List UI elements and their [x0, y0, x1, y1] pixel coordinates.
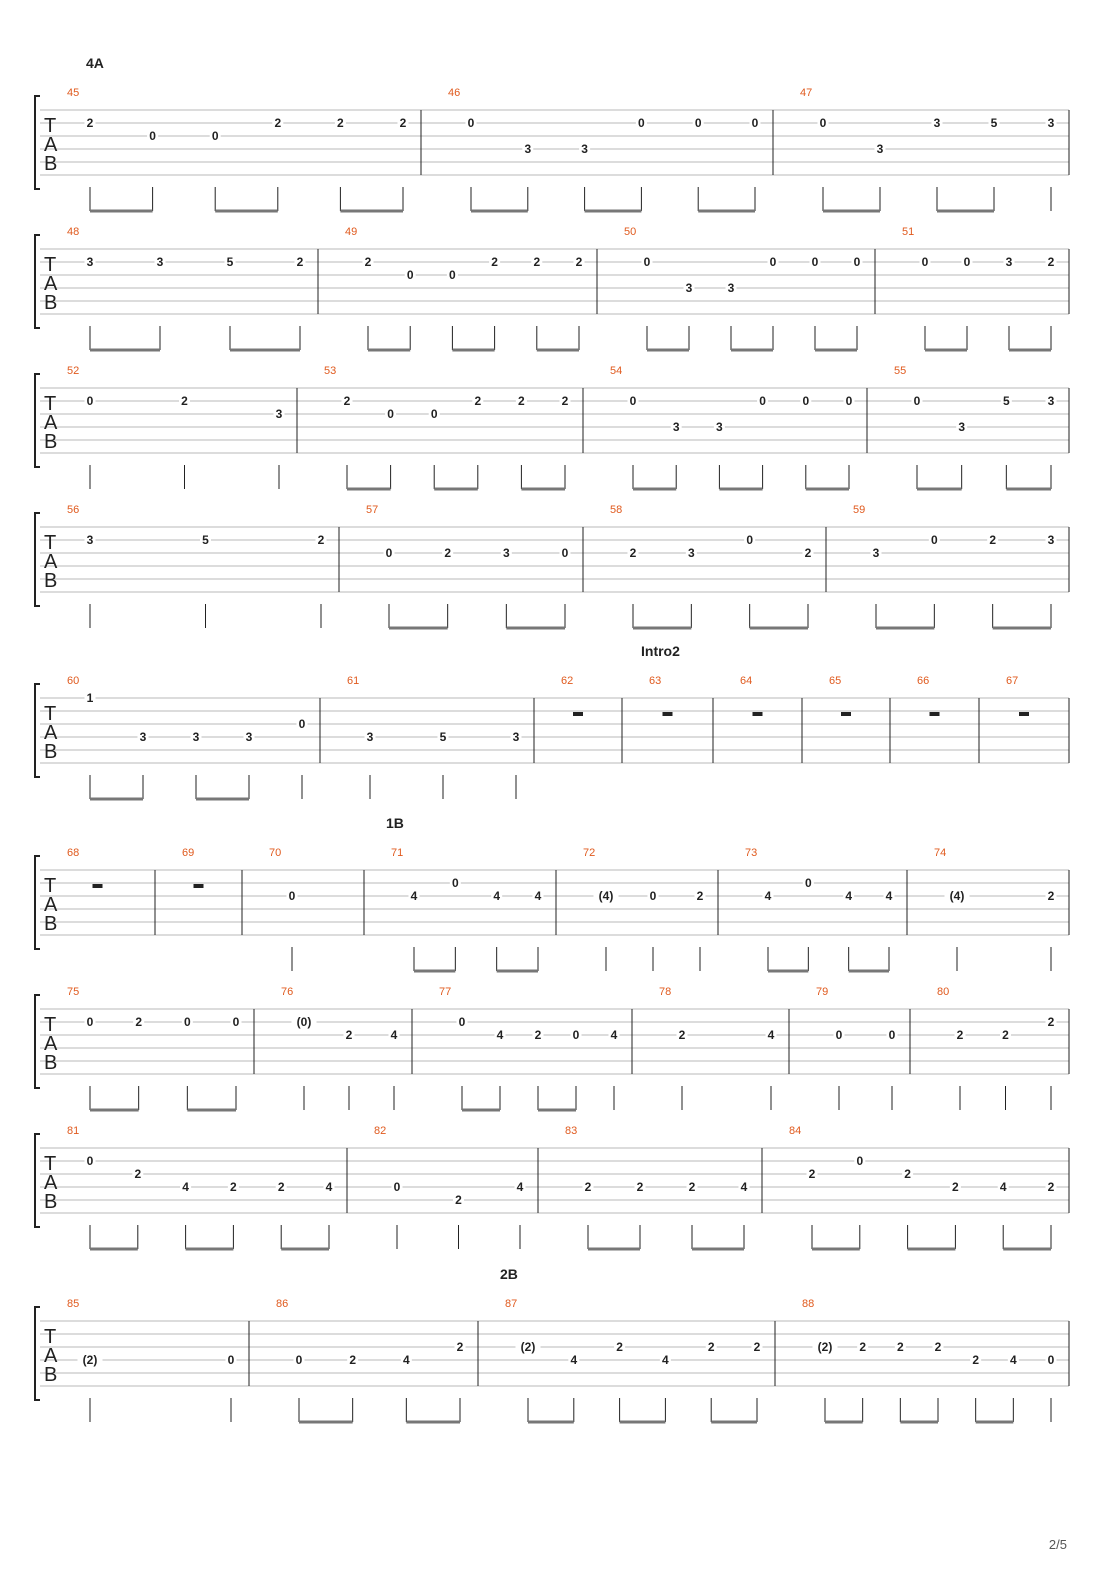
- fret-number: 3: [727, 281, 735, 295]
- measure-number: 61: [347, 675, 360, 687]
- fret-number: 2: [1047, 255, 1055, 269]
- fret-number: 2: [534, 1028, 542, 1042]
- fret-number: 5: [990, 116, 998, 130]
- tab-clef-letter: B: [44, 1052, 58, 1074]
- fret-number: 4: [534, 889, 542, 903]
- fret-number: 0: [853, 255, 861, 269]
- measure-number: 47: [800, 87, 813, 99]
- measure-number: 46: [448, 87, 461, 99]
- measure-number: 49: [345, 226, 358, 238]
- fret-number: 2: [804, 546, 812, 560]
- tab-system: [35, 643, 1069, 799]
- tab-system: [35, 365, 1069, 489]
- measure-number: 45: [67, 87, 80, 99]
- fret-number: 0: [451, 876, 459, 890]
- system-bracket: [35, 513, 40, 606]
- measure-number: 75: [67, 986, 80, 998]
- fret-number: 0: [86, 1015, 94, 1029]
- fret-number: 0: [643, 255, 651, 269]
- fret-number: 2: [678, 1028, 686, 1042]
- fret-number: 2: [317, 533, 325, 547]
- fret-number: 0: [856, 1154, 864, 1168]
- measure-number: 79: [816, 986, 829, 998]
- section-label: 1B: [386, 815, 404, 831]
- fret-number: (2): [520, 1340, 536, 1354]
- fret-number: 0: [1047, 1353, 1055, 1367]
- tab-clef-letter: A: [44, 1345, 58, 1367]
- measure-number: 63: [649, 675, 662, 687]
- tab-clef-letter: T: [44, 532, 57, 554]
- fret-number: 2: [134, 1167, 142, 1181]
- measure-number: 56: [67, 504, 80, 516]
- system-bracket: [35, 374, 40, 467]
- fret-number: 2: [349, 1353, 357, 1367]
- fret-number: 3: [958, 420, 966, 434]
- measure-number: 77: [439, 986, 452, 998]
- fret-number: 3: [524, 142, 532, 156]
- fret-number: 3: [86, 255, 94, 269]
- fret-number: 0: [387, 407, 394, 421]
- measure-number: 85: [67, 1298, 80, 1310]
- tab-clef-letter: A: [44, 551, 58, 573]
- fret-number: 2: [636, 1180, 644, 1194]
- fret-number: 2: [561, 394, 569, 408]
- fret-number: 2: [337, 116, 344, 130]
- fret-number: (4): [598, 889, 614, 903]
- fret-number: 2: [1047, 889, 1055, 903]
- fret-number: 4: [325, 1180, 333, 1194]
- fret-number: 0: [561, 546, 569, 560]
- measure-number: 81: [67, 1125, 80, 1137]
- fret-number: 2: [896, 1340, 904, 1354]
- fret-number: 0: [467, 116, 475, 130]
- fret-number: 0: [430, 407, 438, 421]
- fret-number: 2: [989, 533, 997, 547]
- fret-number: 3: [366, 730, 374, 744]
- fret-number: 0: [149, 129, 156, 143]
- tab-clef-letter: T: [44, 254, 57, 276]
- fret-number: 3: [581, 142, 588, 156]
- measure-number: 50: [624, 226, 637, 238]
- fret-number: 0: [211, 129, 219, 143]
- measure-number: 62: [561, 675, 574, 687]
- fret-number: 0: [751, 116, 759, 130]
- tab-clef-letter: A: [44, 1172, 58, 1194]
- fret-number: 3: [275, 407, 283, 421]
- fret-number: 0: [930, 533, 938, 547]
- fret-number: 3: [933, 116, 941, 130]
- system-bracket: [35, 684, 40, 777]
- fret-number: 2: [343, 394, 351, 408]
- whole-rest: [930, 712, 940, 716]
- fret-number: 0: [449, 268, 456, 282]
- fret-number: 0: [638, 116, 645, 130]
- fret-number: 2: [274, 116, 282, 130]
- fret-number: 0: [232, 1015, 240, 1029]
- fret-number: 2: [491, 255, 498, 269]
- fret-number: 4: [845, 889, 853, 903]
- fret-number: 2: [296, 255, 304, 269]
- tab-clef-letter: A: [44, 273, 58, 295]
- fret-number: 2: [455, 1193, 462, 1207]
- fret-number: 3: [512, 730, 520, 744]
- measure-number: 64: [740, 675, 753, 687]
- section-label: 4A: [86, 55, 104, 71]
- whole-rest: [573, 712, 583, 716]
- tab-clef-letter: A: [44, 134, 58, 156]
- fret-number: 4: [662, 1353, 669, 1367]
- fret-number: 5: [226, 255, 234, 269]
- measure-number: 80: [937, 986, 950, 998]
- fret-number: 4: [885, 889, 893, 903]
- fret-number: 0: [298, 717, 306, 731]
- tab-clef-letter: B: [44, 1191, 58, 1213]
- fret-number: 0: [759, 394, 766, 408]
- fret-number: 2: [972, 1353, 980, 1367]
- measure-number: 87: [505, 1298, 518, 1310]
- tab-clef-letter: T: [44, 875, 57, 897]
- fret-number: 4: [764, 889, 772, 903]
- fret-number: 0: [393, 1180, 401, 1194]
- measure-number: 60: [67, 675, 80, 687]
- fret-number: (2): [82, 1353, 98, 1367]
- whole-rest: [93, 884, 103, 888]
- measure-number: 48: [67, 226, 80, 238]
- measure-number: 67: [1006, 675, 1019, 687]
- fret-number: 3: [502, 546, 510, 560]
- fret-number: (2): [817, 1340, 833, 1354]
- measure-number: 70: [269, 847, 282, 859]
- fret-number: 2: [952, 1180, 959, 1194]
- fret-number: 2: [707, 1340, 715, 1354]
- tab-clef-letter: T: [44, 115, 57, 137]
- fret-number: 0: [227, 1353, 235, 1367]
- measure-number: 86: [276, 1298, 289, 1310]
- fret-number: 1: [86, 691, 94, 705]
- tab-clef-letter: B: [44, 570, 58, 592]
- fret-number: 2: [444, 546, 452, 560]
- measure-number: 69: [182, 847, 195, 859]
- tab-clef-letter: B: [44, 1364, 58, 1386]
- fret-number: 2: [575, 255, 583, 269]
- fret-number: 4: [410, 889, 418, 903]
- tab-system: [35, 815, 1069, 971]
- page-number: 2/5: [1048, 1537, 1067, 1552]
- fret-number: 4: [740, 1180, 748, 1194]
- fret-number: 2: [688, 1180, 696, 1194]
- whole-rest: [841, 712, 851, 716]
- fret-number: 3: [192, 730, 200, 744]
- fret-number: 3: [672, 420, 680, 434]
- fret-number: 2: [181, 394, 188, 408]
- fret-number: 0: [888, 1028, 896, 1042]
- fret-number: 3: [1005, 255, 1013, 269]
- fret-number: 2: [1047, 1180, 1055, 1194]
- measure-number: 54: [610, 365, 623, 377]
- measure-number: 88: [802, 1298, 815, 1310]
- fret-number: 0: [835, 1028, 843, 1042]
- fret-number: 2: [696, 889, 704, 903]
- tab-system: [35, 986, 1069, 1110]
- whole-rest: [663, 712, 673, 716]
- measure-number: 73: [745, 847, 758, 859]
- system-bracket: [35, 235, 40, 328]
- fret-number: 0: [819, 116, 827, 130]
- fret-number: 4: [570, 1353, 578, 1367]
- fret-number: 2: [364, 255, 372, 269]
- measure-number: 55: [894, 365, 907, 377]
- fret-number: 0: [295, 1353, 303, 1367]
- tab-system: [35, 504, 1069, 628]
- measure-number: 66: [917, 675, 930, 687]
- fret-number: 0: [913, 394, 921, 408]
- fret-number: (4): [949, 889, 965, 903]
- fret-number: 0: [921, 255, 929, 269]
- tab-clef-letter: A: [44, 894, 58, 916]
- fret-number: 2: [584, 1180, 592, 1194]
- fret-number: 2: [956, 1028, 964, 1042]
- fret-number: 0: [649, 889, 657, 903]
- fret-number: 4: [610, 1028, 618, 1042]
- fret-number: 0: [963, 255, 971, 269]
- fret-number: 0: [769, 255, 777, 269]
- fret-number: 2: [753, 1340, 761, 1354]
- fret-number: 5: [439, 730, 447, 744]
- fret-number: 2: [230, 1180, 237, 1194]
- fret-number: 4: [1009, 1353, 1017, 1367]
- fret-number: 0: [811, 255, 819, 269]
- tab-system: [35, 226, 1069, 350]
- section-label: 2B: [500, 1266, 518, 1282]
- whole-rest: [194, 884, 204, 888]
- fret-number: 4: [182, 1180, 189, 1194]
- fret-number: 0: [629, 394, 637, 408]
- tab-clef-letter: A: [44, 1033, 58, 1055]
- tab-clef-letter: A: [44, 722, 58, 744]
- system-bracket: [35, 856, 40, 949]
- whole-rest: [753, 712, 763, 716]
- fret-number: 2: [399, 116, 407, 130]
- fret-number: 3: [245, 730, 253, 744]
- tab-system: [35, 1266, 1069, 1422]
- fret-number: 0: [802, 394, 810, 408]
- fret-number: 0: [288, 889, 296, 903]
- fret-number: 3: [687, 546, 695, 560]
- fret-number: 0: [746, 533, 754, 547]
- measure-number: 53: [324, 365, 337, 377]
- measure-number: 78: [659, 986, 672, 998]
- fret-number: 0: [406, 268, 414, 282]
- fret-number: 0: [86, 1154, 94, 1168]
- fret-number: 4: [999, 1180, 1007, 1194]
- fret-number: 2: [456, 1340, 464, 1354]
- fret-number: 0: [845, 394, 853, 408]
- fret-number: 0: [183, 1015, 191, 1029]
- tab-clef-letter: B: [44, 913, 58, 935]
- measure-number: 71: [391, 847, 404, 859]
- tab-clef-letter: T: [44, 703, 57, 725]
- fret-number: 4: [496, 1028, 504, 1042]
- tab-clef-letter: T: [44, 1326, 57, 1348]
- tab-clef-letter: T: [44, 1014, 57, 1036]
- fret-number: 4: [390, 1028, 398, 1042]
- system-bracket: [35, 1134, 40, 1227]
- tab-system: [35, 55, 1069, 211]
- fret-number: 2: [277, 1180, 285, 1194]
- fret-number: 4: [767, 1028, 775, 1042]
- measure-number: 82: [374, 1125, 387, 1137]
- measure-number: 84: [789, 1125, 802, 1137]
- fret-number: 2: [904, 1167, 911, 1181]
- fret-number: 0: [86, 394, 94, 408]
- fret-number: 2: [533, 255, 541, 269]
- measure-number: 74: [934, 847, 947, 859]
- measure-number: 51: [902, 226, 915, 238]
- measure-number: 72: [583, 847, 596, 859]
- fret-number: 0: [572, 1028, 580, 1042]
- fret-number: 3: [86, 533, 94, 547]
- fret-number: 2: [1047, 1015, 1055, 1029]
- tab-system: [35, 1125, 1069, 1249]
- system-bracket: [35, 995, 40, 1088]
- fret-number: 2: [518, 394, 525, 408]
- fret-number: 2: [629, 546, 637, 560]
- fret-number: 3: [1047, 533, 1055, 547]
- tab-clef-letter: B: [44, 292, 58, 314]
- fret-number: 2: [345, 1028, 353, 1042]
- fret-number: 2: [474, 394, 482, 408]
- fret-number: 3: [872, 546, 880, 560]
- fret-number: 3: [139, 730, 147, 744]
- fret-number: 2: [135, 1015, 143, 1029]
- fret-number: 4: [493, 889, 501, 903]
- fret-number: 3: [1047, 394, 1055, 408]
- system-bracket: [35, 96, 40, 189]
- section-label: Intro2: [641, 643, 680, 659]
- fret-number: 2: [86, 116, 94, 130]
- measure-number: 58: [610, 504, 623, 516]
- fret-number: 2: [616, 1340, 623, 1354]
- tab-clef-letter: T: [44, 393, 57, 415]
- fret-number: 5: [202, 533, 209, 547]
- tab-clef-letter: B: [44, 741, 58, 763]
- fret-number: 0: [694, 116, 702, 130]
- measure-number: 65: [829, 675, 842, 687]
- tab-clef-letter: B: [44, 431, 58, 453]
- measure-number: 76: [281, 986, 294, 998]
- fret-number: 0: [458, 1015, 466, 1029]
- measure-number: 52: [67, 365, 80, 377]
- fret-number: 2: [934, 1340, 942, 1354]
- fret-number: 2: [808, 1167, 816, 1181]
- fret-number: 0: [804, 876, 812, 890]
- measure-number: 57: [366, 504, 379, 516]
- measure-number: 59: [853, 504, 866, 516]
- fret-number: 5: [1002, 394, 1010, 408]
- measure-number: 68: [67, 847, 80, 859]
- fret-number: 0: [385, 546, 393, 560]
- tab-clef-letter: T: [44, 1153, 57, 1175]
- fret-number: 3: [685, 281, 693, 295]
- fret-number: (0): [296, 1015, 312, 1029]
- measure-number: 83: [565, 1125, 578, 1137]
- fret-number: 4: [516, 1180, 524, 1194]
- fret-number: 2: [859, 1340, 867, 1354]
- whole-rest: [1019, 712, 1029, 716]
- fret-number: 3: [1047, 116, 1055, 130]
- fret-number: 3: [716, 420, 723, 434]
- tab-clef-letter: B: [44, 153, 58, 175]
- tab-clef-letter: A: [44, 412, 58, 434]
- fret-number: 4: [402, 1353, 410, 1367]
- system-bracket: [35, 1307, 40, 1400]
- fret-number: 3: [876, 142, 884, 156]
- fret-number: 2: [1002, 1028, 1009, 1042]
- fret-number: 3: [156, 255, 164, 269]
